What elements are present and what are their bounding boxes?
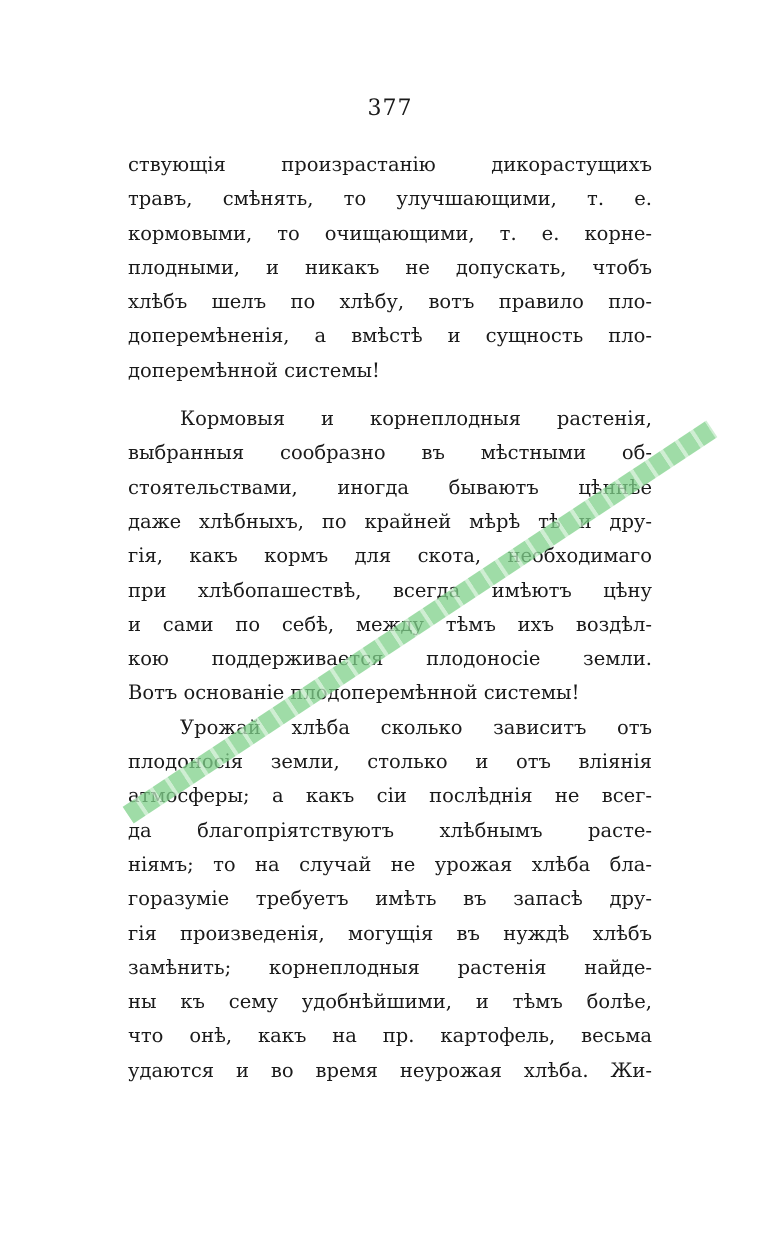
text-line: горазуміе требуетъ имѣть въ запасѣ дру- (128, 887, 652, 911)
text-line: ніямъ; то на случай не урожая хлѣба бла- (128, 852, 652, 876)
text-line: что онѣ, какъ на пр. картофель, весьма (128, 1024, 652, 1048)
text-line: стоятельствами, иногда бываютъ цѣннѣе (128, 475, 652, 499)
text-line: выбранныя сообразно въ мѣстными об- (128, 441, 652, 465)
text-line: атмосферы; а какъ сіи послѣднія не всег- (128, 784, 652, 808)
text-line: замѣнить; корнеплодныя растенія найде- (128, 955, 652, 979)
paragraph-1 (128, 148, 652, 388)
text-line: Кормовыя и корнеплодныя растенія, (180, 407, 652, 431)
text-line: ны къ сему удобнѣйшими, и тѣмъ болѣе, (128, 990, 652, 1014)
text-line: даже хлѣбныхъ, по крайней мѣрѣ тѣ и дру- (128, 509, 652, 533)
text-line: доперемѣненія, а вмѣстѣ и сущность пло- (128, 324, 652, 348)
text-line: гія, какъ кормъ для скота, необходимаго (128, 544, 652, 568)
text-line: кою поддерживается плодоносіе земли. (128, 647, 652, 671)
body-text (128, 148, 652, 1088)
paragraph-2 (128, 402, 652, 711)
text-line: гія произведенія, могущія въ нуждѣ хлѣбъ (128, 921, 652, 945)
page-number: 377 (367, 96, 413, 121)
text-line: Вотъ основаніе плодоперемѣнной системы! (128, 681, 580, 705)
text-line: Урожай хлѣба сколько зависитъ отъ (180, 715, 652, 739)
text-line: травъ, смѣнять, то улучшающими, т. е. (128, 187, 652, 211)
text-line: плодоносія земли, столько и отъ вліянія (128, 750, 652, 774)
text-line: да благопріятствуютъ хлѣбнымъ расте- (128, 818, 652, 842)
text-line: кормовыми, то очищающими, т. е. корне- (128, 221, 652, 245)
text-line: и сами по себѣ, между тѣмъ ихъ воздѣл- (128, 612, 652, 636)
text-line: при хлѣбопашествѣ, всегда имѣютъ цѣну (128, 578, 652, 602)
text-line: ствующія произрастанію дикорастущихъ (128, 153, 652, 176)
text-line: хлѣбъ шелъ по хлѣбу, вотъ правило пло- (128, 290, 652, 314)
text-line: доперемѣнной системы! (128, 358, 380, 382)
text-line: удаются и во время неурожая хлѣба. Жи- (128, 1058, 652, 1082)
text-line: плодными, и никакъ не допускать, чтобъ (128, 255, 652, 279)
